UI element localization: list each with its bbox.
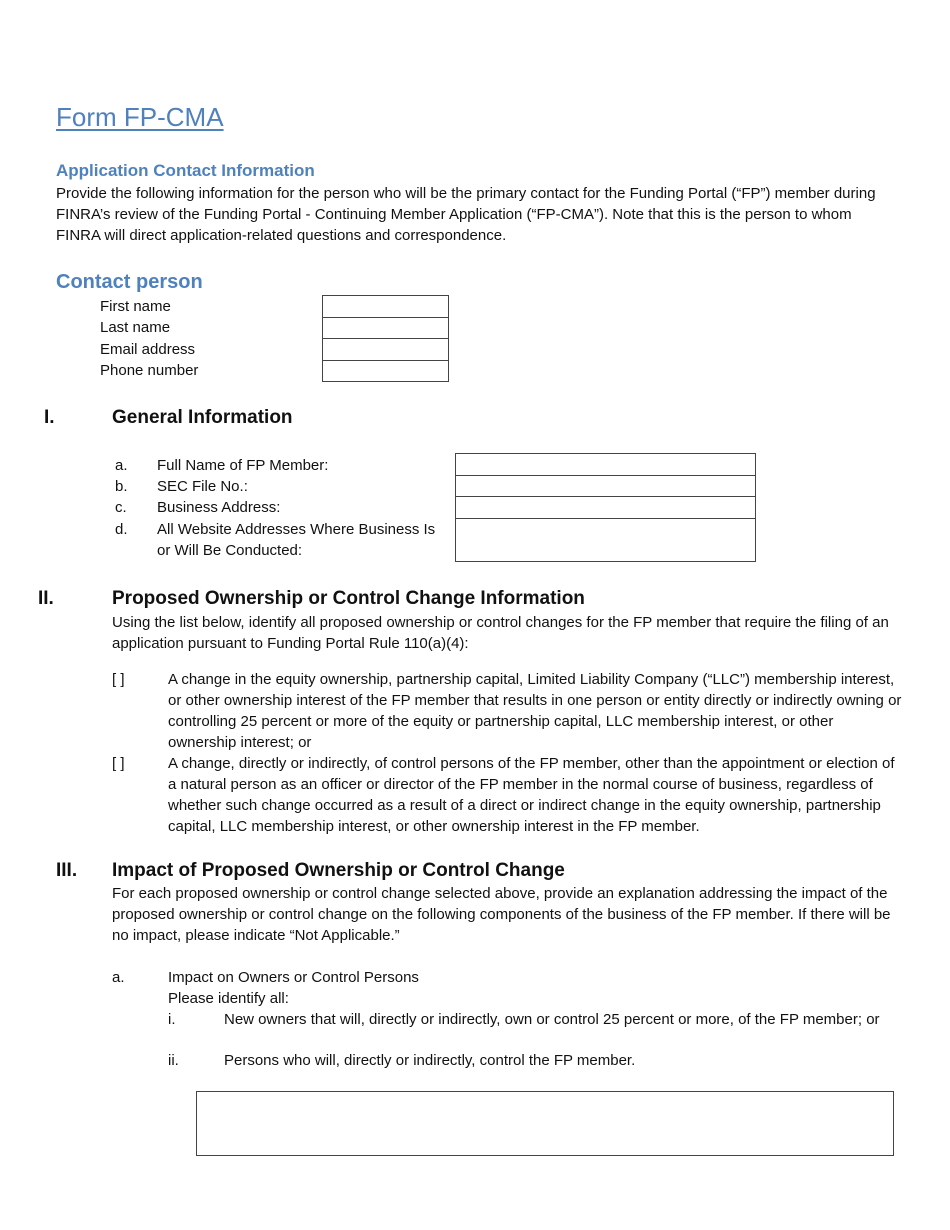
point-i-number: i. — [168, 1011, 176, 1028]
item-c-letter: c. — [115, 499, 127, 516]
impact-a-sub: Please identify all: — [168, 990, 289, 1007]
sec-file-field[interactable] — [455, 475, 756, 497]
website-addresses-field[interactable] — [455, 518, 756, 562]
option-2-text: A change, directly or indirectly, of control persons of the FP member, other than the appointment or election of a natural person as an officer or director of the FP member in the normal course of business, regardless of whether such change occurred as a result of a direct or indirect change in the equity ownership, partnership capital, LLC membership interest, or other ownership interest in the FP member. — [168, 755, 895, 835]
option-1-checkbox[interactable]: [ ] — [112, 671, 125, 688]
impact-response-field[interactable] — [196, 1091, 894, 1156]
option-1-text: A change in the equity ownership, partnership capital, Limited Liability Company (“LLC”) membership interest, or other ownership interest of the FP member that results in one person or entity directly or indirectly owning or controlling 25 percent or more of the equity or partnership capital, LLC membership interest, or other ownership interest; or — [168, 671, 902, 751]
sec-file-label: SEC File No.: — [157, 478, 248, 495]
last-name-field[interactable] — [322, 317, 449, 339]
full-name-label: Full Name of FP Member: — [157, 457, 329, 474]
email-label: Email address — [100, 341, 196, 358]
option-2-checkbox[interactable]: [ ] — [112, 755, 125, 772]
impact-a-title: Impact on Owners or Control Persons — [168, 969, 419, 986]
point-ii-number: ii. — [168, 1052, 179, 1069]
item-a-letter: a. — [115, 457, 128, 474]
point-ii-text: Persons who will, directly or indirectly, control the FP member. — [224, 1052, 636, 1069]
section-2-intro: Using the list below, identify all proposed ownership or control changes for the FP member that require the filing of an application pursuant to Funding Portal Rule 110(a)(4): — [112, 614, 889, 652]
section-3-title: Impact of Proposed Ownership or Control Change — [112, 860, 565, 881]
full-name-field[interactable] — [455, 453, 756, 476]
section-3-number: III. — [56, 860, 78, 881]
section-1-title: General Information — [112, 407, 293, 428]
form-title: Form FP-CMA — [56, 102, 224, 132]
section-3-intro: For each proposed ownership or control change selected above, provide an explanation addressing the impact of the proposed ownership or control change on the following components of the business of the FP member. If there will be no impact, please indicate “Not Applicable.” — [112, 885, 891, 944]
section-2-number: II. — [38, 588, 54, 609]
first-name-field[interactable] — [322, 295, 449, 318]
app-contact-body: Provide the following information for the person who will be the primary contact for the Funding Portal (“FP”) member during FINRA’s review of the Funding Portal - Continuing Member Application (“FP-CMA”). Note that this is the person to whom FINRA will direct application-related questions and correspondence. — [56, 185, 876, 244]
website-addresses-label: All Website Addresses Where Business Is or Will Be Conducted: — [157, 521, 436, 559]
impact-a-letter: a. — [112, 969, 125, 986]
item-b-letter: b. — [115, 478, 128, 495]
business-address-field[interactable] — [455, 496, 756, 519]
point-i-text: New owners that will, directly or indirectly, own or control 25 percent or more, of the FP member; or — [224, 1011, 880, 1028]
business-address-label: Business Address: — [157, 499, 281, 516]
contact-person-heading: Contact person — [56, 271, 203, 293]
last-name-label: Last name — [100, 319, 171, 336]
email-field[interactable] — [322, 338, 449, 361]
section-1-number: I. — [44, 407, 55, 428]
app-contact-heading: Application Contact Information — [56, 161, 315, 180]
first-name-label: First name — [100, 298, 171, 315]
item-d-letter: d. — [115, 521, 128, 538]
phone-field[interactable] — [322, 360, 449, 382]
section-2-title: Proposed Ownership or Control Change Information — [112, 588, 585, 609]
phone-label: Phone number — [100, 362, 199, 379]
